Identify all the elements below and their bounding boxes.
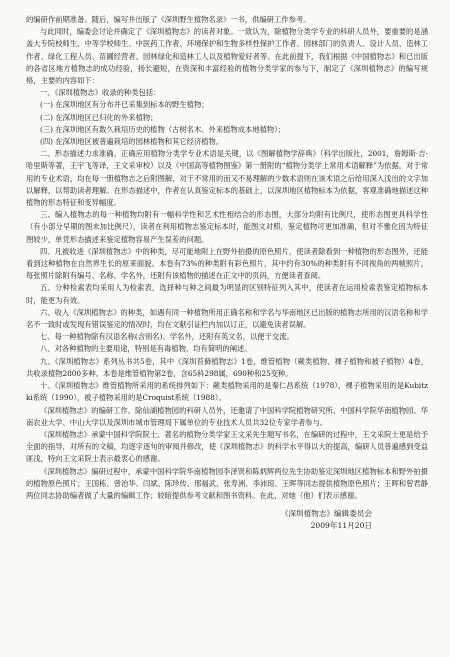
paragraph-6: 六、收入《深圳植物志》的种类，如遇有同一种植物所用正确名称和学名与华南地区已出版的植物志所用的汉语名称和学名不一致时或发现有错误鉴定的情况时，均在文献引证栏内加以订正，以避免读者误解。 [26, 307, 428, 330]
signature: 《深圳植物志》编辑委员会 [280, 509, 372, 519]
paragraph-8: 八、对各种植物的主要用途，特别是有毒植物，均有简明的阐述。 [40, 344, 252, 354]
scope-item-2: (二) 在深圳地区已归化的外来植物； [40, 112, 158, 122]
paragraph-9: 九、《深圳植物志》系列丛书共5卷，其中《深圳苔藓植物志》1卷，维管植物（蕨类植物、裸子植物和被子植物）4卷，共收录植物2800多种。本卷是维管植物第2卷，含65科298属，690种和25变种。 [26, 356, 428, 378]
paragraph-continued: 的编研作前期准备。随后，编写并出版了《深圳野生植物名录》一书，供编研工作参考。 [26, 15, 311, 24]
paragraph-5: 五、分种检索表均采用人为检索表，选择种与种之间最为明显的区别特征列入其中，使读者在运用检索表鉴定植物标本时，能更为有效。 [26, 283, 428, 305]
paragraph-2: 二、形态描述力求准确、正确应用植物分类学专业术语是关键，以《图解植物学辞典》（科学出版社，2001，詹姆斯·吉·哈里斯等著，王宇飞等译，王文采审校）以及《中国高等植物图鉴》第一册附的“植物分类学上常用术语解释”为依据，对于常用的专业术语，均在每一册植物志之后附图解，对于不常用的而又不易理解的少数术语则在该术语之后给用深入浅出的文字加以解释，以帮助读者理解。在形态描述中，作者在认真鉴定标本的基础上，以深圳地区植物标本为依据，客观准确地描述这种植物的形态特征和变异幅度。 [26, 149, 428, 208]
paragraph-4: 四、凡被收进《深圳植物志》中的种类，尽可能地附上在野外拍摄的原色照片，使读者除看到一种植物的形态图外，还能看到这种植物在自然界生长的原来面貌。本卷有73%的种类附有彩色照片，其中约有30%的种类附有不同视角的两帧照片，每张照片除附有编号、名称、学名外，还附有该植物的描述在正文中的页码，方便读者查阅。 [26, 246, 428, 281]
paragraph-audience: 与此同时，编委会讨论并确定了《深圳植物志》的读者对象。一致认为，除植物分类学专业的科研人员外，要重要的是涵盖大专院校师生、中等学校师生、中医药工作者、环境保护和生物多样性保护工作者、园林部门的负责人、设计人员、造林工作者、绿化工程人员、苗圃经营者、园林绿化和造林工人以及植物爱好者等。在此前提下，我们根据《中国植物志》和已出版的各省区地方植物志的成功经验，扬长避短，在资深和丰富经验的植物分类学家的参与下，制定了《深圳植物志》的编写规格，主要的内容如下： [26, 27, 428, 86]
paragraph-contributors: 《深圳植物志》的编研工作，除仙湖植物园的科研人员外，还邀请了中国科学院植物研究所、中国科学院华南植物园、华南农业大学、中山大学以及深圳市城市管理局下属单位的专业技术人员共32位专家学者参与。 [26, 405, 428, 427]
paragraph-3: 三、编入植物志的每一种植物均附有一幅科学性和艺术性相结合的形态图，大部分均附有比例尺，使形态图更具科学性（有小部分早期的图未加比例尺），读者在利用植物志鉴定标本时，能图文对照，鉴定植物可更加准确，但对不雅化因为特征图较少，单凭形态描述来鉴定植物容易产生误差的问题。 [26, 210, 428, 244]
paragraph-10: 十、《深圳植物志》维管植物所采用的系统排列如下：蕨类植物采用的是秦仁昌系统（1978），裸子植物采用的是Kubitzki系统（1990），被子植物采用的是Croquist系统（1988）。 [26, 381, 428, 403]
scope-item-1: (一) 在深圳地区有分布并已采集到标本的野生植物； [40, 100, 209, 110]
date: 2009年11月20日 [310, 521, 372, 531]
paragraph-7: 七、每一种植物除有汉语名称(含别名)、学名外，还附有英文名，以便于交流。 [40, 332, 294, 342]
scope-item-4: (四) 在深圳地区被普遍栽培的园林植物和其它经济植物。 [40, 137, 224, 147]
paragraph-acknowledge-wang: 《深圳植物志》承蒙中国科学院院士、著名的植物分类学家王文采先生题写书名，在编研的过程中，王文采院士更是给予全面的指导，对所有的文稿，均逐字逐句的审阅并修改，使《深圳植物志》的科学水平得以大的提高，编研人员普遍感到受益匪浅，特向王文采院士表示最衷心的感谢。 [26, 429, 428, 464]
paragraph-acknowledge-others: 《深圳植物志》编研过程中，承蒙中国科学院华南植物园李泽贤和陈炳辉两位先生协助鉴定深圳地区植物标本和野外拍摄的植物原色照片；王国栋、曾治华、闫斌、陈珍传、邢福武、张寿洲、李沛琼、王晖等同志提供植物原色照片；王晖和曾君静两位同志协助编者做了大量的编辑工作；较暗提供参考文献和图书资料。在此，对她（他）们表示感谢。 [26, 466, 428, 500]
section-title-scope: 一、《深圳植物志》收录的种类包括： [40, 88, 161, 98]
scope-item-3: (三) 在深圳地区有数久栽培历史的植物（古树名木、外来植物成本地植物）； [40, 124, 286, 134]
